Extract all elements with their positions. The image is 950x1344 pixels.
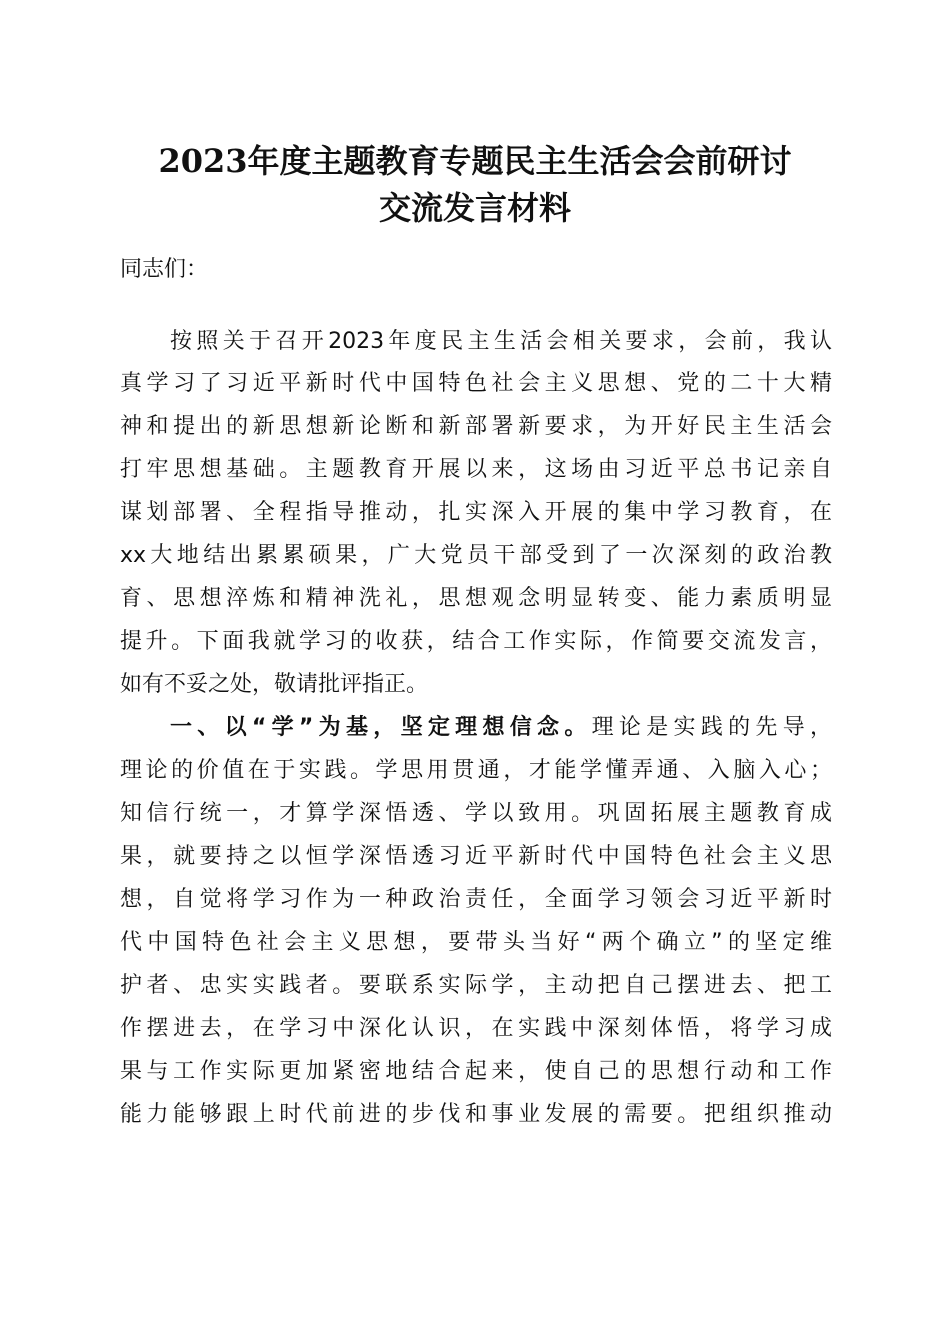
paragraph-1-line: 打牢思想基础。主题教育开展以来，这场由习近平总书记亲自 — [120, 457, 832, 482]
document-title-line-2: 交流发言材料 — [378, 189, 571, 227]
section-1-line: 代中国特色社会主义思想，要带头当好“两个确立”的坚定维 — [120, 930, 832, 955]
paragraph-1-line: 育、思想淬炼和精神洗礼，思想观念明显转变、能力素质明显 — [120, 586, 832, 611]
section-1-line: 护者、忠实实践者。要联系实际学，主动把自己摆进去、把工 — [120, 973, 832, 998]
section-1-line: 果，就要持之以恒学深悟透习近平新时代中国特色社会主义思 — [120, 844, 832, 869]
paragraph-1-line: 谋划部署、全程指导推动，扎实深入开展的集中学习教育，在 — [120, 500, 832, 525]
section-1-first-line — [170, 708, 832, 748]
paragraph-1-line: 提升。下面我就学习的收获，结合工作实际，作简要交流发言， — [120, 629, 832, 654]
section-1-line: 能力能够跟上时代前进的步伐和事业发展的需要。把组织推动 — [120, 1102, 832, 1127]
document-title-line-1: 2023年度主题教育专题民主生活会会前研讨 — [158, 142, 792, 180]
paragraph-1-line: 按照关于召开2023年度民主生活会相关要求，会前，我认 — [170, 329, 832, 354]
section-1-first-line-text: 理论是实践的先导， — [591, 715, 832, 740]
section-1-heading: 一、以“学”为基，坚定理想信念。 — [170, 715, 592, 740]
paragraph-1-line: xx大地结出累累硕果，广大党员干部受到了一次深刻的政治教 — [120, 543, 832, 568]
section-1-line: 理论的价值在于实践。学思用贯通，才能学懂弄通、入脑入心； — [120, 758, 832, 783]
section-1-line: 知信行统一，才算学深悟透、学以致用。巩固拓展主题教育成 — [120, 801, 832, 826]
section-1-line: 作摆进去，在学习中深化认识，在实践中深刻体悟，将学习成 — [120, 1016, 832, 1041]
paragraph-1-line: 如有不妥之处，敬请批评指正。 — [120, 672, 429, 697]
paragraph-1-line: 真学习了习近平新时代中国特色社会主义思想、党的二十大精 — [120, 371, 832, 396]
paragraph-1-line: 神和提出的新思想新论断和新部署新要求，为开好民主生活会 — [120, 414, 832, 439]
section-1-line: 果与工作实际更加紧密地结合起来，使自己的思想行动和工作 — [120, 1059, 832, 1084]
section-1-line: 想，自觉将学习作为一种政治责任，全面学习领会习近平新时 — [120, 887, 832, 912]
salutation: 同志们： — [120, 257, 209, 282]
